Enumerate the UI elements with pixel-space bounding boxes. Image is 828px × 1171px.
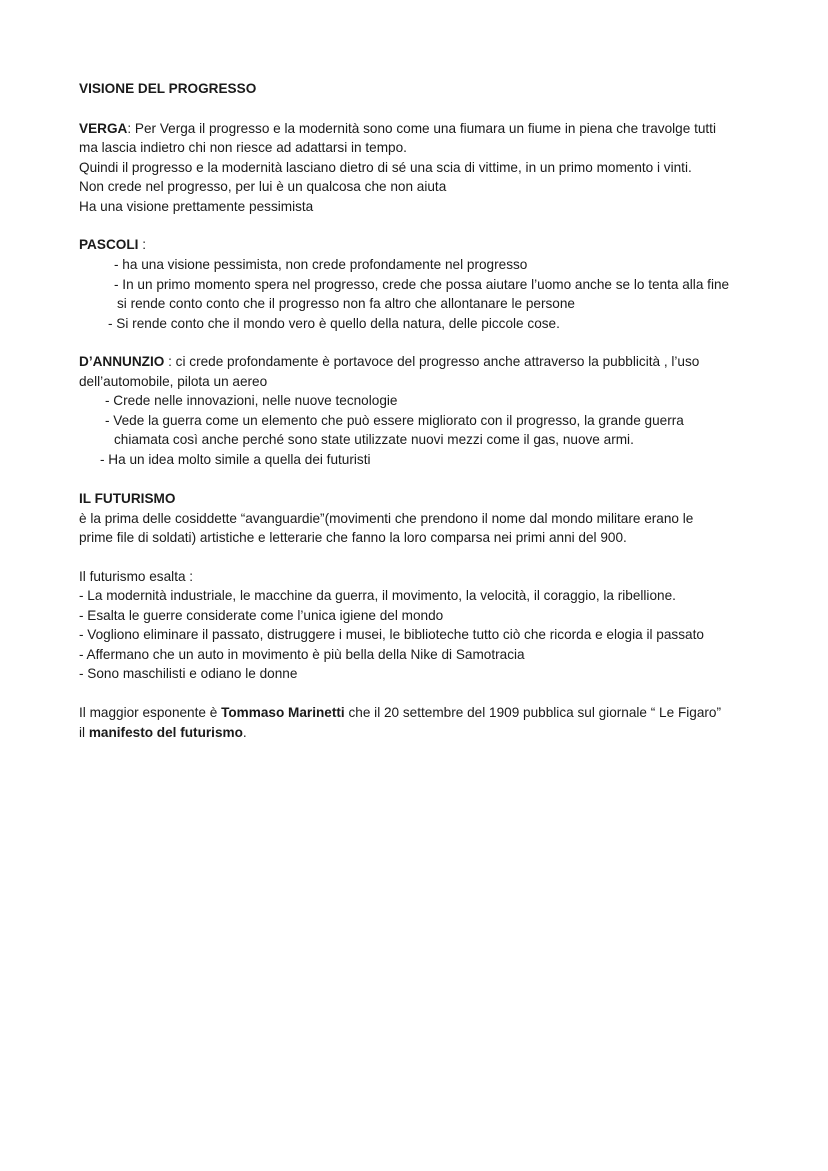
manifesto-title: manifesto del futurismo xyxy=(88,725,243,740)
futurismo-line-1: è la prima delle cosiddette “avanguardie”(movimenti che prendono il nome dal mondo militare erano le xyxy=(79,511,694,526)
pascoli-item-3: - Si rende conto che il mondo vero è quello della natura, delle piccole cose. xyxy=(108,316,560,331)
pascoli-item-2-cont: si rende conto conto che il progresso non fa altro che allontanare le persone xyxy=(117,296,575,311)
closing-line-2 xyxy=(79,723,247,742)
dannunzio-line-1 xyxy=(79,352,699,371)
pascoli-item-1: - ha una visione pessimista, non crede profondamente nel progresso xyxy=(114,257,528,272)
closing-post: che il 20 settembre del 1909 pubblica sul giornale “ Le Figaro” xyxy=(344,705,722,720)
verga-line-5: Ha una visione prettamente pessimista xyxy=(79,199,314,214)
pascoli-heading xyxy=(79,235,146,254)
futurismo-item-5: - Sono maschilisti e odiano le donne xyxy=(79,666,298,681)
closing-line-1 xyxy=(79,703,721,722)
verga-name: VERGA xyxy=(79,121,128,136)
dannunzio-item-2: - Vede la guerra come un elemento che può essere migliorato con il progresso, la grande guerra xyxy=(105,413,684,428)
futurismo-item-4: - Affermano che un auto in movimento è più bella della Nike di Samotracia xyxy=(79,647,525,662)
verga-line-3: Quindi il progresso e la modernità lasciano dietro di sé una scia di vittime, in un primo momento i vinti. xyxy=(79,160,692,175)
pascoli-item-2: - In un primo momento spera nel progresso, crede che possa aiutare l’uomo anche se lo tenta alla fine xyxy=(114,277,730,292)
closing-pre: Il maggior esponente è xyxy=(79,705,222,720)
verga-line-1 xyxy=(79,119,716,138)
futurismo-item-1: - La modernità industriale, le macchine da guerra, il movimento, la velocità, il coraggio, la ribellione. xyxy=(79,588,676,603)
dannunzio-line-2: dell’automobile, pilota un aereo xyxy=(79,374,268,389)
futurismo-esalta: Il futurismo esalta : xyxy=(79,569,194,584)
futurismo-item-2: - Esalta le guerre considerate come l’unica igiene del mondo xyxy=(79,608,444,623)
dannunzio-item-2-cont: chiamata così anche perché sono state utilizzate nuovi mezzi come il gas, nuove armi. xyxy=(114,432,634,447)
dannunzio-item-3: - Ha un idea molto simile a quella dei futuristi xyxy=(100,452,371,467)
futurismo-heading: IL FUTURISMO xyxy=(79,491,176,506)
verga-line-2: ma lascia indietro chi non riesce ad adattarsi in tempo. xyxy=(79,140,407,155)
dannunzio-name: D’ANNUNZIO xyxy=(79,354,165,369)
marinetti-name: Tommaso Marinetti xyxy=(221,705,345,720)
closing-line2-post: . xyxy=(242,725,247,740)
verga-line-4: Non crede nel progresso, per lui è un qualcosa che non aiuta xyxy=(79,179,447,194)
page-title: VISIONE DEL PROGRESSO xyxy=(79,81,257,96)
pascoli-colon: : xyxy=(138,237,146,252)
pascoli-name: PASCOLI xyxy=(79,237,139,252)
closing-line2-pre: il xyxy=(79,725,89,740)
dannunzio-intro: : ci crede profondamente è portavoce del progresso anche attraverso la pubblicità , l’uso xyxy=(164,354,700,369)
futurismo-item-3: - Vogliono eliminare il passato, distruggere i musei, le biblioteche tutto ciò che ricorda e elogia il passato xyxy=(79,627,704,642)
verga-intro: : Per Verga il progresso e la modernità sono come una fiumara un fiume in piena che travolge tutti xyxy=(127,121,716,136)
futurismo-line-2: prime file di soldati) artistiche e letterarie che fanno la loro comparsa nei primi anni del 900. xyxy=(79,530,627,545)
dannunzio-item-1: - Crede nelle innovazioni, nelle nuove tecnologie xyxy=(105,393,398,408)
